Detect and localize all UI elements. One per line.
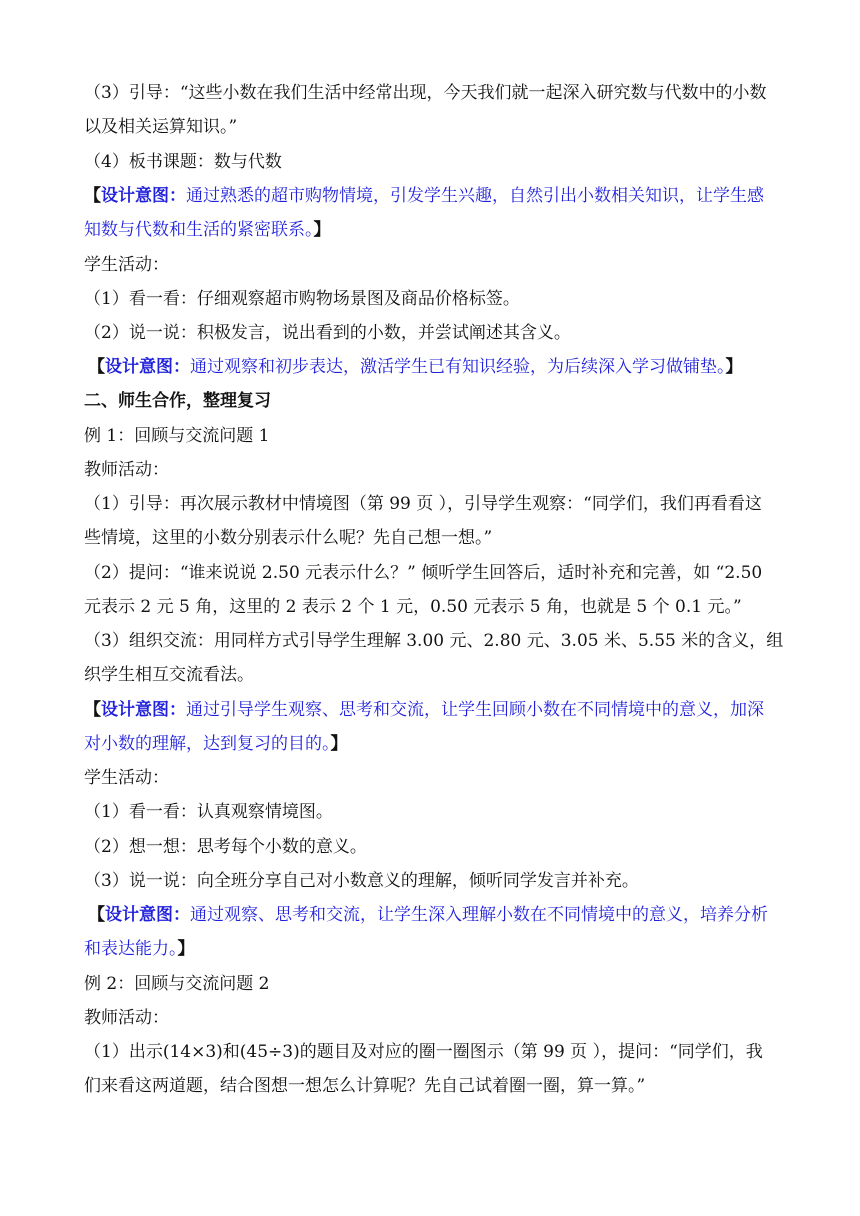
bracket-close: 】 — [330, 734, 348, 754]
design-intent-label: 设计意图： — [105, 357, 190, 377]
design-intent-line — [88, 356, 743, 378]
design-intent-line — [88, 904, 768, 926]
design-intent-line — [84, 699, 764, 721]
design-intent-text: 通过引导学生观察、思考和交流，让学生回顾小数在不同情境中的意义，加深 — [186, 700, 764, 720]
text-line: 学生活动： — [84, 255, 169, 275]
design-intent-label: 设计意图： — [105, 905, 190, 925]
bracket-close: 】 — [725, 357, 743, 377]
text-line: （2）说一说：积极发言，说出看到的小数，并尝试阐述其含义。 — [84, 323, 571, 343]
bracket-open: 【 — [84, 186, 101, 206]
text-line: 些情境，这里的小数分别表示什么呢？先自己想一想。” — [84, 528, 493, 548]
text-line: （3）说一说：向全班分享自己对小数意义的理解，倾听同学发言并补充。 — [84, 871, 639, 891]
text-line: 以及相关运算知识。” — [84, 117, 238, 137]
design-intent-text: 对小数的理解，达到复习的目的。 — [84, 734, 331, 754]
text-line: 学生活动： — [84, 768, 169, 788]
text-line: 们来看这两道题，结合图想一想怎么计算呢？先自己试着圈一圈，算一算。” — [84, 1076, 646, 1096]
design-intent-text: 通过熟悉的超市购物情境，引发学生兴趣，自然引出小数相关知识，让学生感 — [186, 186, 764, 206]
design-intent-line — [84, 219, 331, 241]
text-line: （1）看一看：仔细观察超市购物场景图及商品价格标签。 — [84, 289, 520, 309]
design-intent-text: 通过观察和初步表达，激活学生已有知识经验，为后续深入学习做铺垫。 — [190, 357, 726, 377]
bracket-open: 【 — [88, 357, 105, 377]
text-line: 教师活动： — [84, 1008, 169, 1028]
bracket-close: 】 — [313, 220, 331, 240]
text-line: （1）引导：再次展示教材中情境图（第 99 页 ），引导学生观察：“同学们，我们再看看这 — [84, 494, 762, 514]
text-line: 例 2：回顾与交流问题 2 — [84, 974, 270, 994]
design-intent-label: 设计意图： — [101, 700, 186, 720]
bracket-open: 【 — [88, 905, 105, 925]
text-line: （4）板书课题：数与代数 — [84, 152, 282, 172]
text-line: （2）提问：“谁来说说 2.50 元表示什么？” 倾听学生回答后，适时补充和完善，如 “2.50 — [84, 563, 763, 583]
bracket-close: 】 — [177, 939, 195, 959]
text-line: 教师活动： — [84, 460, 169, 480]
text-line: （2）想一想：思考每个小数的意义。 — [84, 837, 367, 857]
design-intent-line — [84, 185, 764, 207]
text-line: 例 1：回顾与交流问题 1 — [84, 426, 270, 446]
text-line: （3）组织交流：用同样方式引导学生理解 3.00 元、2.80 元、3.05 米、5.55 米的含义，组 — [84, 631, 784, 651]
text-line: （3）引导：“这些小数在我们生活中经常出现，今天我们就一起深入研究数与代数中的小数 — [84, 83, 767, 103]
design-intent-text: 和表达能力。 — [84, 939, 178, 959]
design-intent-text: 知数与代数和生活的紧密联系。 — [84, 220, 314, 240]
design-intent-text: 通过观察、思考和交流，让学生深入理解小数在不同情境中的意义，培养分析 — [190, 905, 768, 925]
design-intent-line — [84, 733, 348, 755]
design-intent-line — [84, 938, 195, 960]
text-line: 织学生相互交流看法。 — [84, 665, 254, 685]
text-line: （1）出示(14×3)和(45÷3)的题目及对应的圈一圈图示（第 99 页 ），提问：“同学们，我 — [84, 1042, 763, 1062]
bracket-open: 【 — [84, 700, 101, 720]
text-line: （1）看一看：认真观察情境图。 — [84, 802, 333, 822]
section-heading: 二、师生合作，整理复习 — [84, 391, 271, 411]
design-intent-label: 设计意图： — [101, 186, 186, 206]
text-line: 元表示 2 元 5 角，这里的 2 表示 2 个 1 元，0.50 元表示 5 角，也就是 5 个 0.1 元。” — [84, 597, 742, 617]
